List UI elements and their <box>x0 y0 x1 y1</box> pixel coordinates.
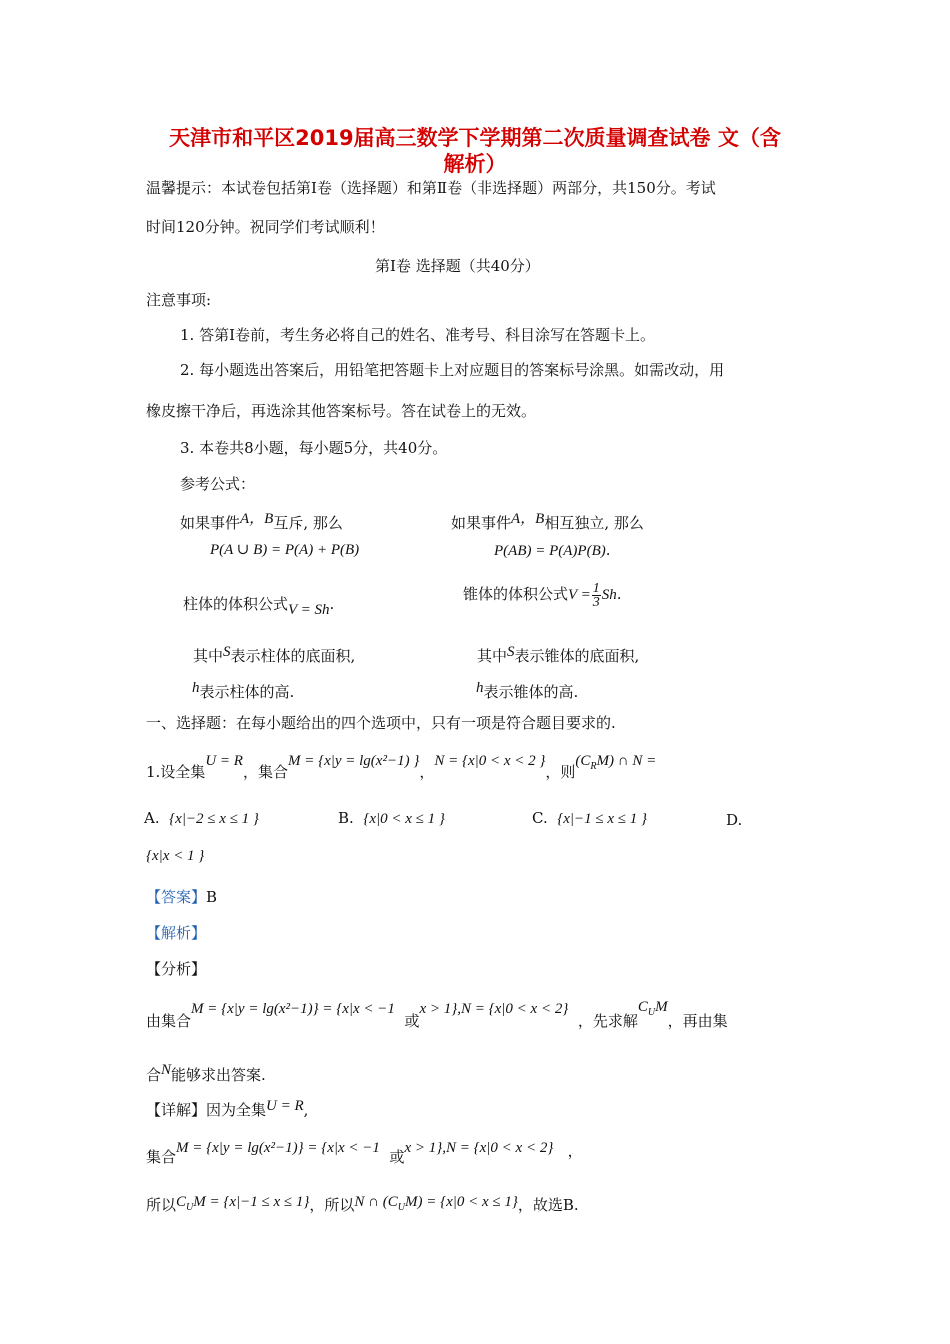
formula-text: 其中 <box>477 647 508 665</box>
formula-text: 柱体的体积公式 <box>183 595 289 613</box>
analysis-math-cu <box>637 999 668 1018</box>
document-title-line1: 天津市和平区2019届高三数学下学期第二次质量调查试卷 文（含 <box>169 126 781 150</box>
formula-pyramid-volume <box>463 580 622 609</box>
detail-text: 所以 <box>146 1196 177 1214</box>
formula-var: h <box>192 680 200 696</box>
detail-label: 【详解】 <box>146 1101 207 1119</box>
option-value: {x|0 < x ≤ 1 } <box>363 811 445 827</box>
option-d[interactable] <box>726 810 742 830</box>
analysis-text: 合 <box>146 1066 162 1084</box>
notes-item-2-line1: 2. 每小题选出答案后，用铅笔把答题卡上对应题目的答案标号涂黑。如需改动，用 <box>180 361 725 379</box>
notes-heading: 注意事项: <box>146 291 212 309</box>
question-math: N = {x|0 < x < 2 } <box>434 753 546 769</box>
option-label: D. <box>726 811 743 829</box>
fraction-denominator: 3 <box>592 594 600 610</box>
analysis-text: 或 <box>404 1012 420 1030</box>
formula-text: 相互独立, 那么 <box>544 514 644 532</box>
detail-text: 因为全集 <box>206 1101 267 1119</box>
cu-rest: M = {x|−1 ≤ x ≤ 1} <box>193 1194 310 1210</box>
formula-exclusive-events <box>180 509 343 533</box>
answer-value: B <box>206 888 218 906</box>
fenxi-label: 【分析】 <box>146 960 207 978</box>
formula-text: 表示柱体的底面积, <box>230 647 356 665</box>
formula-var: S <box>507 644 515 660</box>
formula-text: 表示锥体的高. <box>483 683 579 701</box>
formula-text: 表示柱体的高. <box>199 683 295 701</box>
formula-period: . <box>605 541 611 559</box>
answer-line <box>146 887 217 907</box>
formulas-heading: 参考公式： <box>180 475 256 493</box>
part1-heading: 一、选择题：在每小题给出的四个选项中，只有一项是符合题目要求的. <box>146 714 616 732</box>
formula-independent-events <box>451 509 644 533</box>
document-title-line2: 解析） <box>443 152 507 176</box>
expr-part: N ∩ (C <box>354 1194 398 1210</box>
question-text: ，集合 <box>242 763 288 781</box>
intro-line2: 时间120分钟。祝同学们考试顺利！ <box>146 218 385 236</box>
answer-label: 【答案】 <box>146 888 207 906</box>
formula-rhs: Sh <box>601 587 617 603</box>
notes-item-2-line2: 橡皮擦干净后，再选涂其他答案标号。答在试卷上的无效。 <box>146 402 537 420</box>
analysis-paragraph-line1 <box>146 995 728 1028</box>
formula-prism-height-note <box>192 678 294 702</box>
analysis-text: ，再由集 <box>667 1012 728 1030</box>
formula-expression: V = Sh <box>288 602 330 618</box>
formula-var: h <box>476 680 484 696</box>
question-text: ，则 <box>545 763 576 781</box>
cu-m: M <box>655 999 668 1015</box>
formula-lhs: V = <box>568 587 591 603</box>
analysis-var: N <box>161 1062 172 1078</box>
analysis-math: x > 1},N = {x|0 < x < 2} <box>419 1001 569 1017</box>
option-value: {x|−2 ≤ x ≤ 1 } <box>169 811 259 827</box>
cu-sub: U <box>647 1007 656 1018</box>
cu-c: C <box>176 1194 187 1210</box>
formula-text: 表示锥体的底面积, <box>514 647 640 665</box>
detail-line1 <box>146 1096 308 1120</box>
formula-expression: P(AB) = P(A)P(B) <box>494 543 606 559</box>
notes-item-3: 3. 本卷共8小题，每小题5分，共40分。 <box>180 439 448 457</box>
analysis-label: 【解析】 <box>146 924 207 942</box>
detail-text: , <box>303 1101 309 1119</box>
question-math: U = R <box>205 753 243 769</box>
formula-product-probability <box>494 540 611 561</box>
detail-text: ，故选B. <box>517 1196 579 1214</box>
formula-text: 如果事件 <box>180 514 241 532</box>
analysis-paragraph-line2 <box>146 1060 266 1085</box>
formula-text: 其中 <box>193 647 224 665</box>
analysis-math: M = {x|y = lg(x²−1)} = {x|x < −1 <box>191 1001 395 1017</box>
cu-sub: U <box>186 1202 194 1213</box>
fraction-numerator: 1 <box>592 580 600 596</box>
question-text: ， <box>419 763 435 781</box>
expr-subscript: R <box>590 761 597 772</box>
detail-text: 集合 <box>146 1148 177 1166</box>
formula-period: . <box>329 595 335 613</box>
formula-period: . <box>616 585 622 603</box>
cu-c: C <box>637 999 648 1015</box>
analysis-text: ，先求解 <box>577 1012 638 1030</box>
formula-pyramid-base-note <box>477 642 639 666</box>
formula-text: 锥体的体积公式 <box>463 585 569 603</box>
detail-math <box>176 1194 310 1213</box>
formula-union-probability: P(A ∪ B) = P(A) + P(B) <box>210 542 360 558</box>
expr-part: M) ∩ N = <box>596 753 657 769</box>
analysis-text: 能够求出答案. <box>171 1066 266 1084</box>
detail-math: M = {x|y = lg(x²−1)} = {x|x < −1 <box>176 1140 380 1156</box>
formula-prism-volume <box>183 594 335 618</box>
detail-math: U = R <box>266 1098 304 1114</box>
question-1-stem <box>146 748 656 779</box>
formula-pyramid-height-note <box>476 678 578 702</box>
intro-line1: 温馨提示：本试卷包括第Ⅰ卷（选择题）和第Ⅱ卷（非选择题）两部分，共150分。考试 <box>146 179 716 197</box>
detail-text: ， <box>567 1142 583 1160</box>
formula-text: 互斥, 那么 <box>273 514 343 532</box>
expr-rest: M) = {x|0 < x ≤ 1} <box>405 1194 518 1210</box>
option-label: B. <box>338 809 354 827</box>
analysis-text: 由集合 <box>146 1012 192 1030</box>
option-label: C. <box>532 809 548 827</box>
option-a[interactable] <box>144 808 259 829</box>
question-math: M = {x|y = lg(x²−1) } <box>287 753 420 769</box>
detail-math <box>354 1194 518 1213</box>
option-label: A. <box>144 809 160 827</box>
option-b[interactable] <box>338 808 445 829</box>
detail-line3 <box>146 1190 579 1219</box>
detail-text: 或 <box>389 1148 405 1166</box>
section-heading: 第Ⅰ卷 选择题（共40分） <box>375 257 540 275</box>
fraction-one-third <box>592 582 601 609</box>
detail-text: ，所以 <box>309 1196 355 1214</box>
question-text: 1.设全集 <box>146 763 206 781</box>
expr-part: (C <box>575 753 591 769</box>
formula-vars: A，B <box>511 511 545 527</box>
formula-text: 如果事件 <box>451 514 512 532</box>
detail-math: x > 1},N = {x|0 < x < 2} <box>404 1140 554 1156</box>
option-d-value: {x|x < 1 } <box>146 848 205 864</box>
formula-var: S <box>223 644 231 660</box>
option-c[interactable] <box>532 808 647 829</box>
formula-vars: A，B <box>240 511 274 527</box>
notes-item-1: 1. 答第Ⅰ卷前，考生务必将自己的姓名、准考号、科目涂写在答题卡上。 <box>180 326 656 344</box>
question-math <box>575 753 657 772</box>
expr-sub: U <box>397 1202 405 1213</box>
option-value: {x|−1 ≤ x ≤ 1 } <box>557 811 648 827</box>
detail-line2 <box>146 1134 583 1166</box>
formula-prism-base-note <box>193 642 355 666</box>
